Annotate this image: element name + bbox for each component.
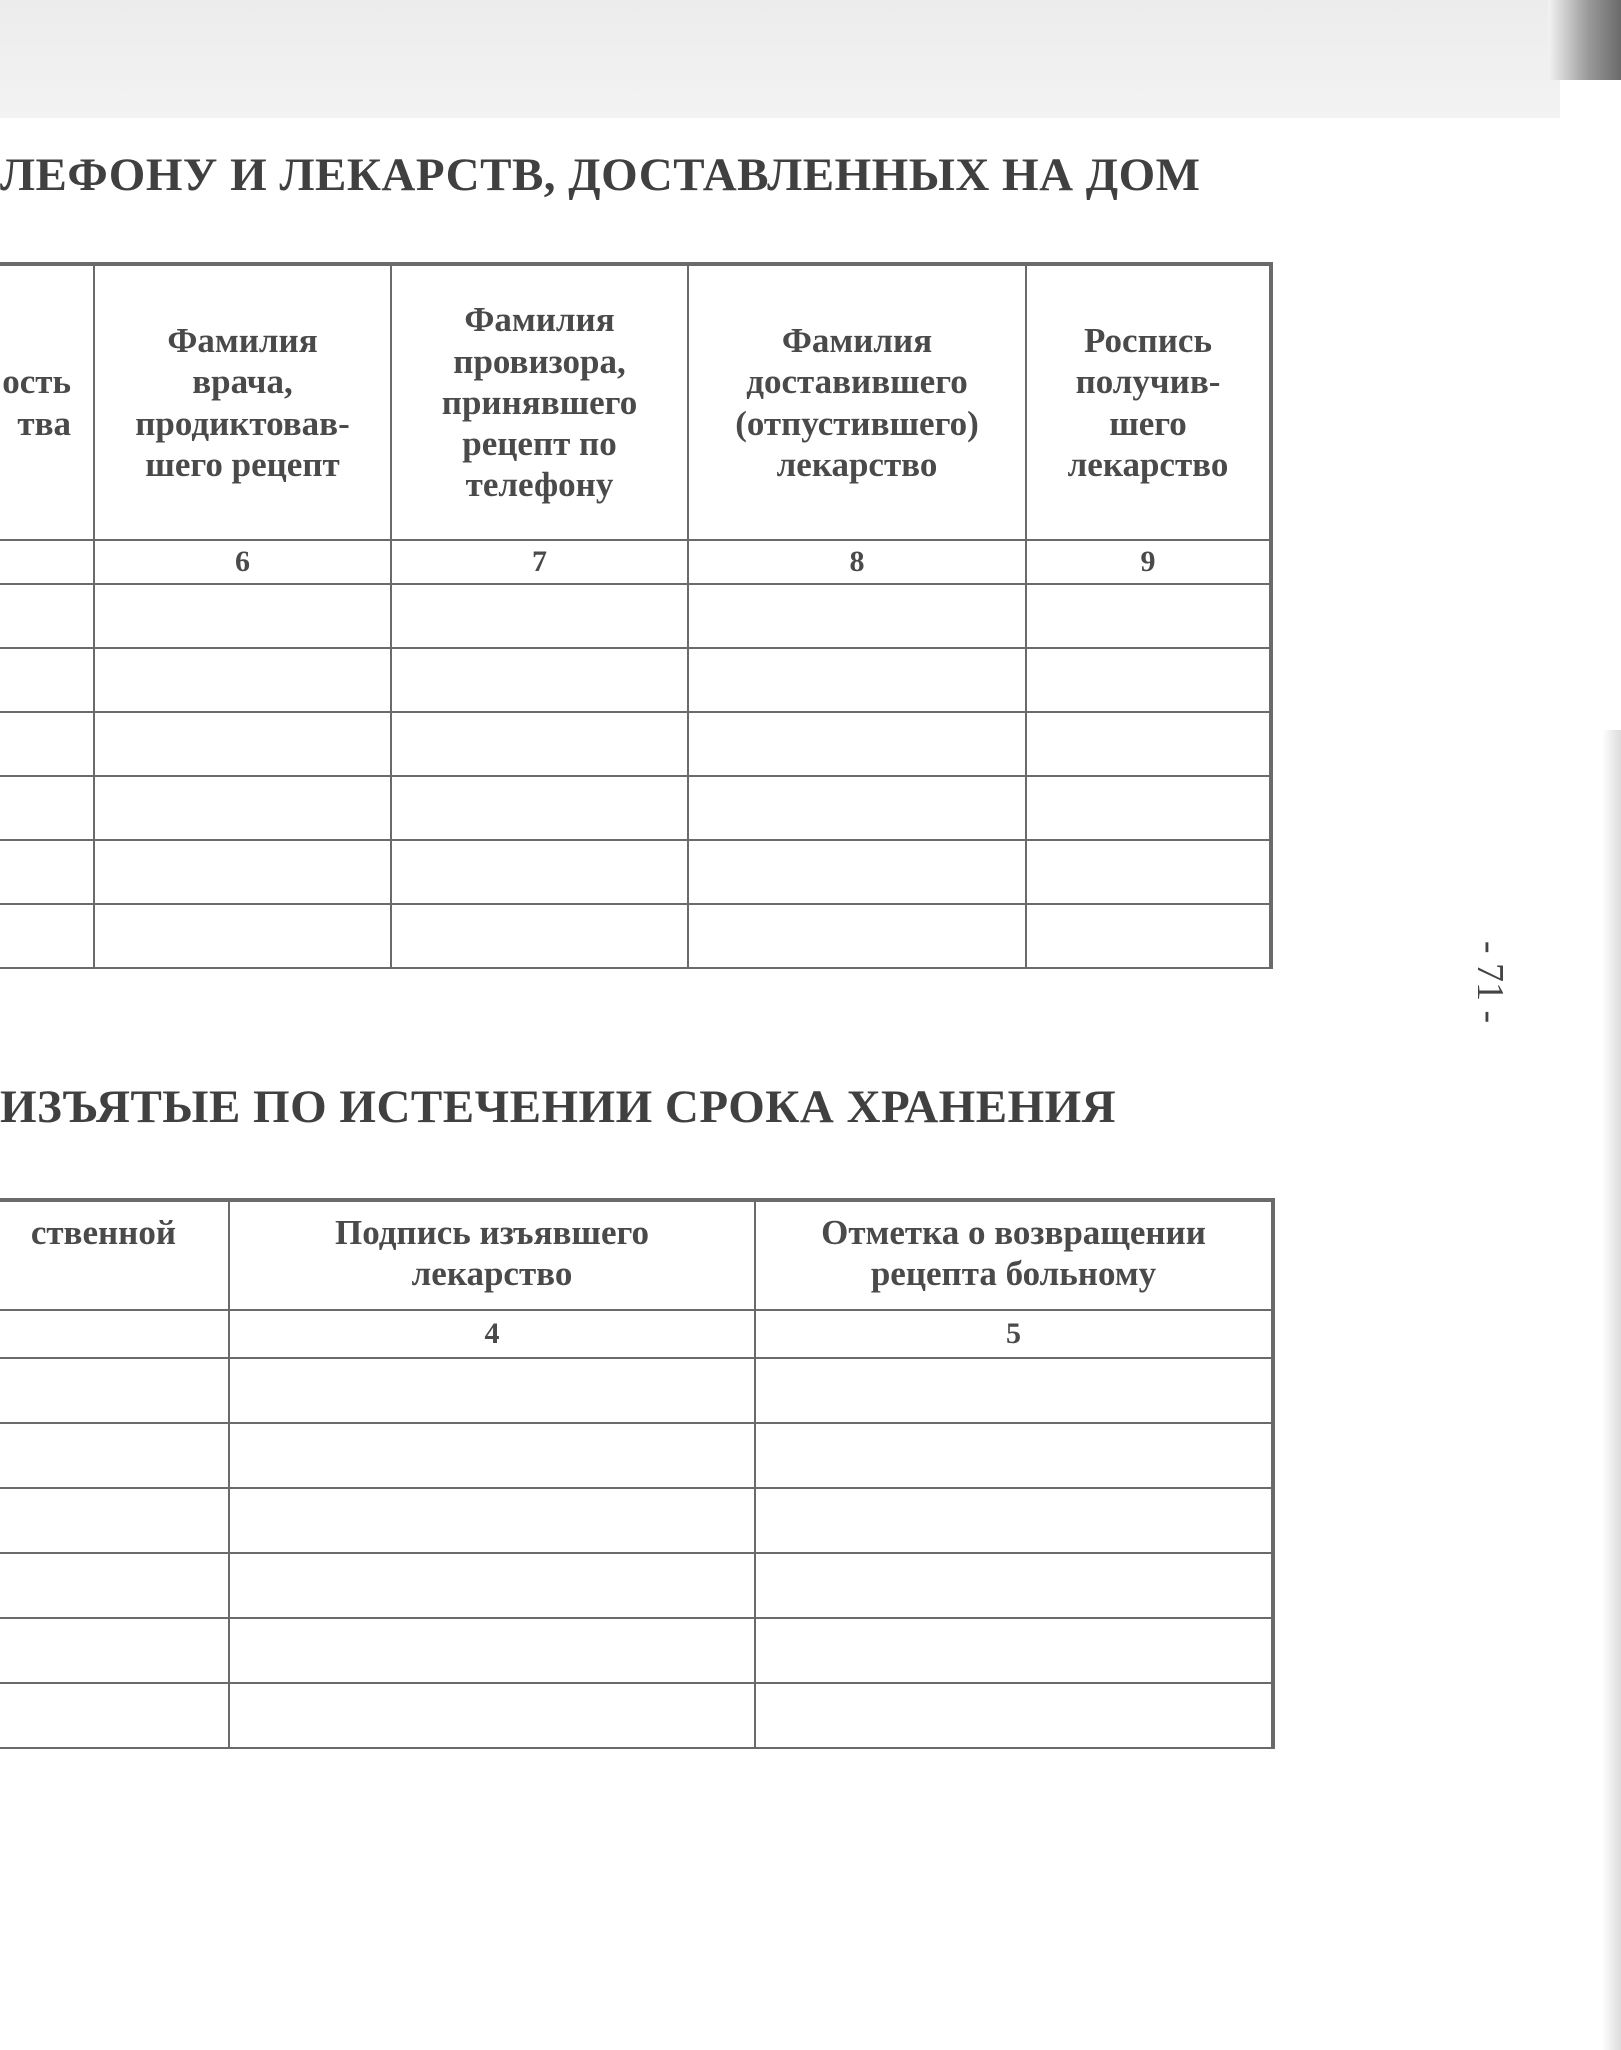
section2-title: ИЗЪЯТЫЕ ПО ИСТЕЧЕНИИ СРОКА ХРАНЕНИЯ — [0, 1081, 1117, 1133]
table-cell — [0, 1683, 229, 1748]
table-cell — [0, 904, 94, 968]
table-cell — [94, 648, 391, 712]
table-row — [0, 712, 1271, 776]
column-header-prescription-return-note: Отметка о возвращении рецепта больному — [755, 1200, 1273, 1310]
column-header-pharmacist: Фамилия провизора, принявшего рецепт по телефону — [391, 264, 688, 540]
table-cell — [0, 1488, 229, 1553]
table-cell — [1026, 648, 1271, 712]
table-cell — [1026, 904, 1271, 968]
table-cell — [229, 1488, 755, 1553]
table-cell — [755, 1683, 1273, 1748]
table-cell — [391, 712, 688, 776]
column-header-recipient-signature: Роспись получив- шего лекарство — [1026, 264, 1271, 540]
column-number: 4 — [229, 1310, 755, 1358]
table-header-row — [0, 1200, 1273, 1310]
column-number: 8 — [688, 540, 1026, 584]
column-number — [0, 1310, 229, 1358]
scan-top-band — [0, 0, 1560, 118]
table-cell — [0, 584, 94, 648]
table-cell — [1026, 776, 1271, 840]
table-cell — [755, 1488, 1273, 1553]
table-cell — [391, 840, 688, 904]
page-number: - 71 - — [1469, 940, 1511, 1024]
table-header-row — [0, 264, 1271, 540]
column-number-row — [0, 540, 1271, 584]
table-cell — [755, 1553, 1273, 1618]
table-row — [0, 840, 1271, 904]
scan-corner-shadow — [1548, 0, 1621, 80]
section1-title: ЛЕФОНУ И ЛЕКАРСТВ, ДОСТАВЛЕННЫХ НА ДОМ — [0, 149, 1201, 201]
column-header-withdrawer-signature: Подпись изъявшего лекарство — [229, 1200, 755, 1310]
column-number: 7 — [391, 540, 688, 584]
table-cell — [755, 1423, 1273, 1488]
table-cell — [229, 1618, 755, 1683]
table-row — [0, 1553, 1273, 1618]
table-cell — [0, 776, 94, 840]
table-cell — [755, 1358, 1273, 1423]
column-number: 6 — [94, 540, 391, 584]
table-cell — [755, 1618, 1273, 1683]
table-cell — [229, 1423, 755, 1488]
table-cell — [688, 648, 1026, 712]
table-row — [0, 1358, 1273, 1423]
table-cell — [229, 1553, 755, 1618]
table-cell — [94, 904, 391, 968]
table-cell — [94, 712, 391, 776]
column-header: ственной — [0, 1200, 229, 1310]
table-cell — [688, 904, 1026, 968]
table-cell — [1026, 712, 1271, 776]
table-cell — [94, 584, 391, 648]
table-cell — [0, 1553, 229, 1618]
delivery-register-table — [0, 262, 1273, 969]
table-cell — [0, 1423, 229, 1488]
column-number — [0, 540, 94, 584]
table-cell — [229, 1683, 755, 1748]
table-row — [0, 1683, 1273, 1748]
table-cell — [688, 840, 1026, 904]
table-cell — [0, 1618, 229, 1683]
table-cell — [391, 776, 688, 840]
scan-right-edge-shadow — [1602, 730, 1621, 2050]
table-row — [0, 584, 1271, 648]
table-cell — [0, 712, 94, 776]
table-cell — [94, 776, 391, 840]
table-cell — [0, 1358, 229, 1423]
column-header: ость тва — [0, 264, 94, 540]
table-row — [0, 776, 1271, 840]
table-cell — [1026, 584, 1271, 648]
column-number: 5 — [755, 1310, 1273, 1358]
table-cell — [1026, 840, 1271, 904]
table-cell — [0, 840, 94, 904]
table-cell — [391, 584, 688, 648]
table-cell — [688, 712, 1026, 776]
table-row — [0, 1423, 1273, 1488]
table-row — [0, 904, 1271, 968]
column-number: 9 — [1026, 540, 1271, 584]
column-header-deliverer: Фамилия доставившего (отпустившего) лекарство — [688, 264, 1026, 540]
table-cell — [0, 648, 94, 712]
table-row — [0, 648, 1271, 712]
table-cell — [94, 840, 391, 904]
table-cell — [391, 648, 688, 712]
table-cell — [688, 584, 1026, 648]
table-row — [0, 1618, 1273, 1683]
table-row — [0, 1488, 1273, 1553]
column-header-doctor: Фамилия врача, продиктовав- шего рецепт — [94, 264, 391, 540]
table-cell — [229, 1358, 755, 1423]
expired-medicines-table — [0, 1198, 1275, 1749]
table-cell — [391, 904, 688, 968]
column-number-row — [0, 1310, 1273, 1358]
table-cell — [688, 776, 1026, 840]
